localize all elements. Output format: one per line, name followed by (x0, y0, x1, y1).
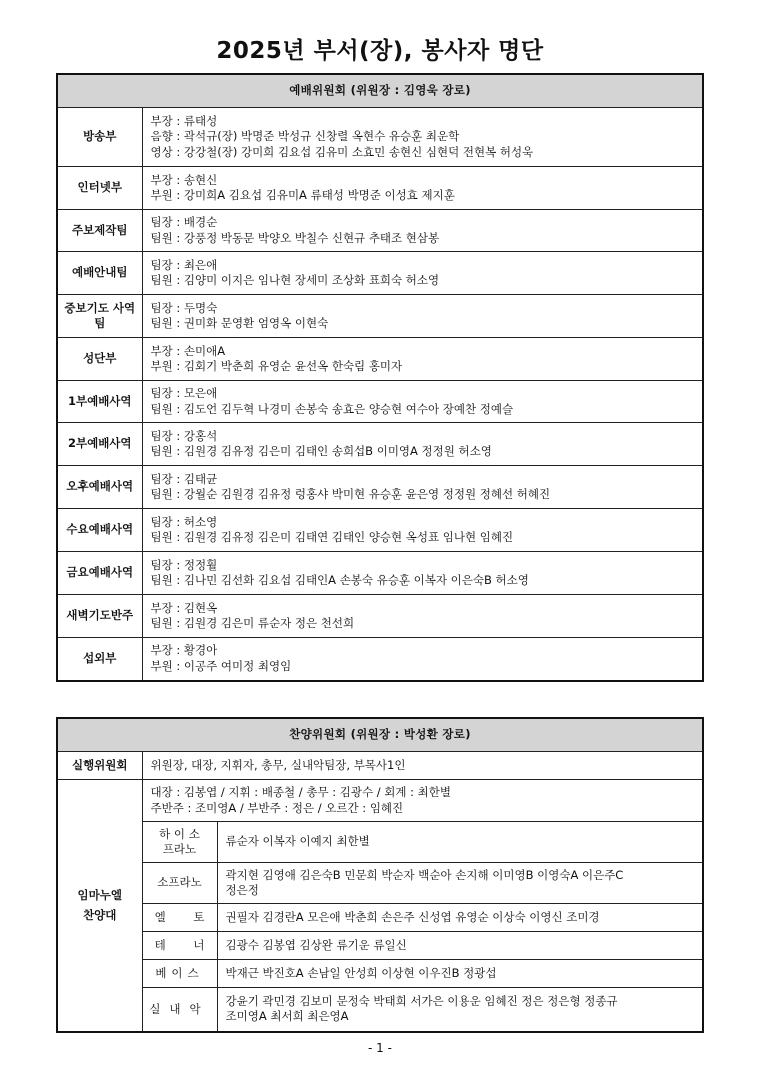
table-row (57, 552, 703, 595)
table-row (57, 295, 703, 338)
page-number: - 1 - (368, 1041, 392, 1055)
dept-name: 주보제작팀 (57, 210, 142, 252)
dept-members: 팀장 : 배경순 팀원 : 강풍정 박동문 박양오 박칠수 신현규 추태조 현삼봉 (142, 210, 703, 252)
dept-members: 팀장 : 정정훨 팀원 : 김나민 김선화 김요섭 김태인A 손봉숙 유승훈 이복자 이은숙B 허소영 (142, 552, 703, 595)
part-members: 강윤기 곽민경 김보미 문정숙 박태희 서가은 이용운 임혜진 정은 정은형 정종규 조미영A 최서희 최은영A (217, 988, 703, 1032)
dept-members: 팀장 : 허소영 팀원 : 김원경 김유정 김은미 김태연 김태인 양승현 옥성표 임나현 임혜진 (142, 509, 703, 552)
table-row (57, 108, 703, 167)
worship-committee-table (56, 73, 704, 682)
table-row (57, 822, 703, 863)
part-name: 엘 토 (142, 904, 217, 932)
dept-name: 2부예배사역 (57, 423, 142, 466)
table-row (57, 252, 703, 295)
table-row (57, 960, 703, 988)
table-row (57, 423, 703, 466)
choir-name: 임마누엘 찬양대 (57, 780, 142, 1032)
table-row (57, 988, 703, 1032)
document-title: 2025년 부서(장), 봉사자 명단 (216, 38, 544, 64)
exec-committee-name: 실행위원회 (57, 752, 142, 780)
worship-committee-header: 예배위원회 (위원장 : 김영욱 장로) (57, 74, 703, 108)
dept-members: 부장 : 김현옥 팀원 : 김원경 김은미 류순자 정은 천선희 (142, 595, 703, 638)
dept-members: 부장 : 송현신 부원 : 강미희A 김요섭 김유미A 류태성 박명준 이성효 제지훈 (142, 167, 703, 210)
dept-name: 금요예배사역 (57, 552, 142, 595)
table-row (57, 932, 703, 960)
table-row (57, 780, 703, 822)
table-row (57, 466, 703, 509)
table-row (57, 210, 703, 252)
dept-members: 부장 : 황경아 부원 : 이공주 여미정 최영임 (142, 638, 703, 681)
part-members: 박재근 박진호A 손남일 안성희 이상현 이우진B 정광섭 (217, 960, 703, 988)
table-row (57, 904, 703, 932)
dept-members: 팀장 : 김태균 팀원 : 강월순 김원경 김유정 렁홍샤 박미현 유승훈 윤은영 정정원 정혜선 허혜진 (142, 466, 703, 509)
dept-name: 1부예배사역 (57, 381, 142, 423)
dept-members: 부장 : 손미애A 부원 : 김회기 박춘희 유영순 윤선옥 한숙림 홍미자 (142, 338, 703, 381)
dept-name: 중보기도 사역팀 (57, 295, 142, 338)
table-row (57, 167, 703, 210)
dept-members: 팀장 : 최은애 팀원 : 김양미 이지은 임나현 장세미 조상화 표희숙 허소영 (142, 252, 703, 295)
part-members: 김광수 김봉엽 김상완 류기운 류일신 (217, 932, 703, 960)
table-row (57, 752, 703, 780)
dept-name: 방송부 (57, 108, 142, 167)
praise-committee-header: 찬양위원회 (위원장 : 박성환 장로) (57, 718, 703, 752)
dept-members: 부장 : 류태성 음향 : 곽석규(장) 박명준 박성규 신창렬 옥현수 유승훈 최운학 영상 : 강강철(장) 강미희 김요섭 김유미 소효민 송현신 심현덕 전현복 허성욱 (142, 108, 703, 167)
table-row (57, 338, 703, 381)
dept-members: 팀장 : 강홍석 팀원 : 김원경 김유정 김은미 김태인 송희섭B 이미영A 정정원 허소영 (142, 423, 703, 466)
table-row (57, 595, 703, 638)
dept-name: 섭외부 (57, 638, 142, 681)
table-row (57, 381, 703, 423)
dept-name: 새벽기도반주 (57, 595, 142, 638)
praise-committee-table (56, 717, 704, 1033)
part-name: 실내악 (142, 988, 217, 1032)
part-name: 베이스 (142, 960, 217, 988)
part-members: 류순자 이복자 이예지 최한별 (217, 822, 703, 863)
dept-members: 팀장 : 모은애 팀원 : 김도언 김두혁 나경미 손봉숙 송효은 양승현 여수아 장예찬 정예슬 (142, 381, 703, 423)
part-name: 소프라노 (142, 863, 217, 904)
choir-leaders: 대장 : 김봉엽 / 지휘 : 배종철 / 총무 : 김광수 / 회계 : 최한별 주반주 : 조미영A / 부반주 : 정은 / 오르간 : 임혜진 (142, 780, 703, 822)
dept-name: 예배안내팀 (57, 252, 142, 295)
part-members: 권필자 김경란A 모은애 박춘희 손은주 신성엽 유영순 이상숙 이영신 조미경 (217, 904, 703, 932)
part-name: 하 이 소프라노 (142, 822, 217, 863)
part-name: 테 너 (142, 932, 217, 960)
part-members: 곽지현 김영애 김은숙B 민문희 박순자 백순아 손지해 이미영B 이영숙A 이은주C 정은정 (217, 863, 703, 904)
dept-name: 오후예배사역 (57, 466, 142, 509)
exec-committee-members: 위원장, 대장, 지휘자, 총무, 실내악팀장, 부목사1인 (142, 752, 703, 780)
dept-members: 팀장 : 두명숙 팀원 : 권미화 문영환 엄영옥 이현숙 (142, 295, 703, 338)
table-row (57, 863, 703, 904)
table-row (57, 509, 703, 552)
dept-name: 성단부 (57, 338, 142, 381)
dept-name: 수요예배사역 (57, 509, 142, 552)
dept-name: 인터넷부 (57, 167, 142, 210)
table-row (57, 638, 703, 681)
